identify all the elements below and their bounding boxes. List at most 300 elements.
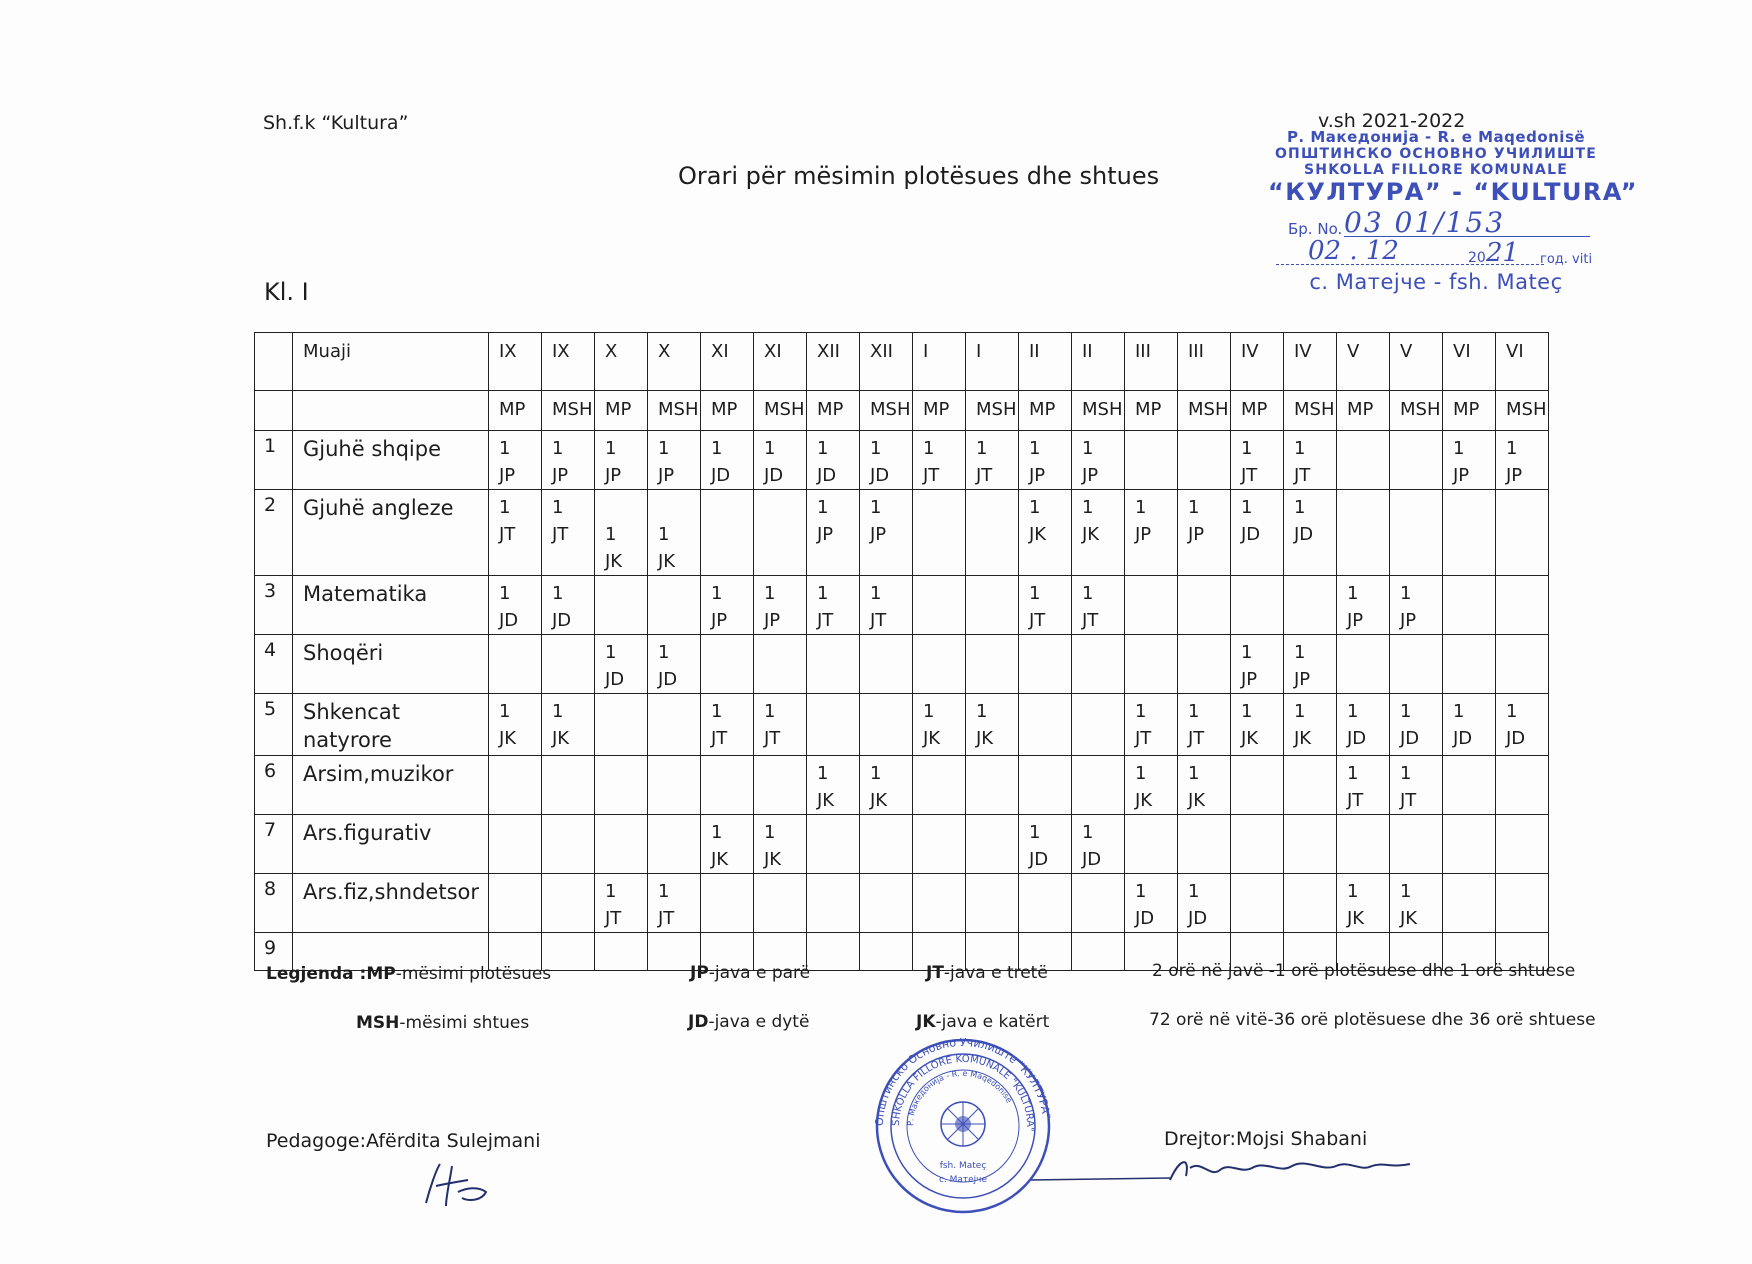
month-header: VI bbox=[1443, 333, 1496, 391]
schedule-cell bbox=[807, 933, 859, 937]
schedule-cell: 1 JP bbox=[1453, 438, 1470, 486]
schedule-cell-box bbox=[1072, 694, 1125, 756]
schedule-cell bbox=[1231, 815, 1283, 819]
schedule-cell bbox=[1337, 933, 1389, 937]
schedule-cell-box bbox=[966, 874, 1019, 933]
schedule-cell: 1 JK bbox=[499, 701, 517, 749]
schedule-cell-box bbox=[595, 490, 648, 576]
table-row bbox=[255, 756, 1549, 815]
subject-name: Shkencat natyrore bbox=[293, 694, 489, 756]
schedule-cell-box bbox=[1496, 694, 1549, 756]
schedule-cell-box bbox=[1231, 694, 1284, 756]
schedule-cell: 1 JP bbox=[1347, 583, 1364, 631]
stamp-date-suffix: год. viti bbox=[1540, 252, 1593, 267]
schedule-cell bbox=[1231, 756, 1283, 760]
schedule-cell bbox=[648, 756, 700, 760]
schedule-cell-box bbox=[489, 635, 542, 694]
schedule-cell: 1 JD bbox=[1294, 497, 1314, 545]
schedule-cell: 1 JT bbox=[817, 583, 834, 631]
schedule-cell: 1 JT bbox=[923, 438, 940, 486]
legend-jp bbox=[690, 963, 810, 983]
document-title: Orari për mësimin plotësues dhe shtues bbox=[678, 162, 1160, 190]
schedule-cell bbox=[648, 815, 700, 819]
schedule-cell-box bbox=[1072, 635, 1125, 694]
schedule-cell: 1 JP bbox=[1400, 583, 1417, 631]
schedule-cell bbox=[1178, 635, 1230, 639]
schedule-cell bbox=[542, 756, 594, 760]
type-header: MP bbox=[1231, 391, 1284, 431]
empty-header-cell bbox=[293, 391, 489, 431]
schedule-cell-box bbox=[542, 431, 595, 490]
schedule-cell-box bbox=[1496, 431, 1549, 490]
schedule-cell bbox=[1072, 694, 1124, 698]
schedule-cell bbox=[1019, 694, 1071, 698]
schedule-cell bbox=[701, 756, 753, 760]
schedule-cell-box bbox=[807, 933, 860, 971]
schedule-cell: 1 JT bbox=[976, 438, 993, 486]
schedule-cell: 1 JK bbox=[658, 524, 676, 572]
month-header: XI bbox=[701, 333, 754, 391]
stamp-date-prefix: 20 bbox=[1468, 250, 1486, 266]
stamp-date-day: 02 . 12 bbox=[1308, 236, 1399, 266]
schedule-cell-box bbox=[1178, 756, 1231, 815]
schedule-cell-box bbox=[913, 635, 966, 694]
schedule-cell-box bbox=[913, 756, 966, 815]
schedule-cell bbox=[1443, 933, 1495, 937]
type-header: MSH bbox=[1178, 391, 1231, 431]
schedule-cell bbox=[913, 756, 965, 760]
schedule-cell bbox=[966, 576, 1018, 580]
schedule-cell bbox=[1019, 756, 1071, 760]
type-header: MP bbox=[701, 391, 754, 431]
seal-ring3-text: Р. Македонија - R. e Maqedonisë bbox=[905, 1068, 1014, 1127]
month-header: III bbox=[1125, 333, 1178, 391]
month-header: XI bbox=[754, 333, 807, 391]
schedule-cell-box bbox=[1231, 431, 1284, 490]
subject-name: Ars.fiz,shndetsor bbox=[293, 874, 489, 933]
type-header: MSH bbox=[966, 391, 1019, 431]
type-header: MP bbox=[1337, 391, 1390, 431]
schedule-cell-box bbox=[1125, 694, 1178, 756]
schedule-cell bbox=[1072, 933, 1124, 937]
schedule-cell: 1 JP bbox=[1241, 642, 1258, 690]
schedule-cell-box bbox=[1019, 756, 1072, 815]
schedule-cell-box bbox=[913, 490, 966, 576]
schedule-cell-box bbox=[1337, 431, 1390, 490]
schedule-cell bbox=[595, 933, 647, 937]
schedule-cell bbox=[966, 874, 1018, 878]
legend-msh bbox=[356, 1013, 529, 1033]
month-header: X bbox=[595, 333, 648, 391]
type-header: MSH bbox=[1496, 391, 1549, 431]
schedule-cell bbox=[913, 815, 965, 819]
schedule-cell-box bbox=[1231, 815, 1284, 874]
school-year: v.sh 2021-2022 bbox=[1318, 110, 1466, 132]
schedule-cell-box bbox=[648, 694, 701, 756]
schedule-cell bbox=[860, 815, 912, 819]
schedule-cell bbox=[754, 756, 806, 760]
schedule-cell-box bbox=[1284, 815, 1337, 874]
schedule-cell-box bbox=[1337, 756, 1390, 815]
legend-jt-abbr: JT bbox=[926, 963, 944, 983]
schedule-table bbox=[254, 332, 1549, 971]
schedule-cell-box bbox=[1125, 490, 1178, 576]
schedule-cell-box bbox=[1072, 874, 1125, 933]
schedule-cell: 1 JK bbox=[1029, 497, 1047, 545]
schedule-cell-box bbox=[807, 431, 860, 490]
schedule-cell bbox=[542, 635, 594, 639]
schedule-cell bbox=[1072, 874, 1124, 878]
pedagogue-signature-label: Pedagoge:Afërdita Sulejmani bbox=[266, 1130, 541, 1152]
schedule-cell-box bbox=[1284, 874, 1337, 933]
schedule-cell-box bbox=[542, 756, 595, 815]
type-header: MP bbox=[595, 391, 648, 431]
schedule-cell-box bbox=[807, 815, 860, 874]
schedule-cell: 1 JT bbox=[870, 583, 887, 631]
type-header: MP bbox=[489, 391, 542, 431]
schedule-cell-box bbox=[860, 874, 913, 933]
schedule-cell-box bbox=[648, 431, 701, 490]
schedule-cell-box bbox=[1019, 576, 1072, 635]
schedule-cell: 1 JT bbox=[711, 701, 728, 749]
table-row bbox=[255, 576, 1549, 635]
schedule-cell bbox=[1337, 431, 1389, 435]
schedule-cell: 1 JT bbox=[605, 881, 622, 929]
schedule-cell bbox=[1019, 933, 1071, 937]
schedule-cell: 1 JD bbox=[658, 642, 678, 690]
schedule-cell-box bbox=[1284, 431, 1337, 490]
round-school-seal bbox=[868, 1036, 1058, 1216]
schedule-cell bbox=[595, 756, 647, 760]
table-row bbox=[255, 490, 1549, 576]
seal-outer-text: Општинско Основно Училиште "КУЛТУРА" bbox=[872, 1036, 1053, 1127]
legend-msh-abbr: MSH bbox=[356, 1013, 400, 1033]
schedule-cell bbox=[1443, 490, 1495, 494]
schedule-cell-box bbox=[1337, 635, 1390, 694]
row-number: 3 bbox=[255, 576, 293, 635]
schedule-cell: 1 JT bbox=[1082, 583, 1099, 631]
schedule-cell bbox=[542, 815, 594, 819]
schedule-cell bbox=[489, 635, 541, 639]
schedule-cell bbox=[1231, 874, 1283, 878]
schedule-cell-box bbox=[489, 874, 542, 933]
legend-jt-text: -java e tretë bbox=[943, 963, 1048, 983]
legend-mp bbox=[266, 964, 551, 984]
schedule-cell bbox=[860, 694, 912, 698]
schedule-cell-box bbox=[1178, 815, 1231, 874]
schedule-cell-box bbox=[1337, 490, 1390, 576]
schedule-cell-box bbox=[913, 815, 966, 874]
schedule-cell-box bbox=[860, 694, 913, 756]
schedule-cell-box bbox=[1125, 431, 1178, 490]
schedule-cell-box bbox=[913, 874, 966, 933]
stamp-school-mk: ОПШТИНСКО ОСНОВНО УЧИЛИШТЕ bbox=[1274, 146, 1598, 162]
schedule-cell bbox=[754, 635, 806, 639]
schedule-cell bbox=[595, 576, 647, 580]
stamp-date-row bbox=[1268, 236, 1604, 270]
schedule-cell-box bbox=[807, 635, 860, 694]
schedule-cell-box bbox=[1178, 576, 1231, 635]
schedule-cell-box bbox=[1390, 756, 1443, 815]
legend-mp-abbr: MP bbox=[366, 964, 396, 984]
schedule-cell-box bbox=[807, 576, 860, 635]
schedule-cell-box bbox=[754, 431, 807, 490]
schedule-cell-box bbox=[807, 694, 860, 756]
schedule-cell: 1 JP bbox=[1135, 497, 1152, 545]
schedule-cell-box bbox=[1072, 815, 1125, 874]
schedule-cell bbox=[1072, 756, 1124, 760]
schedule-cell-box bbox=[807, 490, 860, 576]
schedule-cell bbox=[860, 933, 912, 937]
schedule-cell-box bbox=[1231, 635, 1284, 694]
schedule-cell: 1 JT bbox=[1400, 763, 1417, 811]
schedule-cell-box bbox=[1125, 635, 1178, 694]
type-header: MSH bbox=[1284, 391, 1337, 431]
schedule-cell-box bbox=[489, 576, 542, 635]
schedule-cell: 1 JD bbox=[1453, 701, 1473, 749]
month-header: V bbox=[1337, 333, 1390, 391]
schedule-cell-box bbox=[1443, 756, 1496, 815]
schedule-cell-box bbox=[542, 635, 595, 694]
month-label: Muaji bbox=[293, 333, 489, 391]
month-header: I bbox=[966, 333, 1019, 391]
legend-jk-abbr: JK bbox=[916, 1012, 936, 1032]
schedule-cell-box bbox=[754, 874, 807, 933]
schedule-cell-box bbox=[1496, 635, 1549, 694]
schedule-cell-box bbox=[1496, 576, 1549, 635]
schedule-cell-box bbox=[701, 874, 754, 933]
month-header: X bbox=[648, 333, 701, 391]
schedule-cell-box bbox=[1019, 694, 1072, 756]
schedule-cell bbox=[648, 933, 700, 937]
schedule-cell: 1 JD bbox=[711, 438, 731, 486]
month-header: IX bbox=[542, 333, 595, 391]
schedule-cell-box bbox=[1284, 635, 1337, 694]
schedule-cell-box bbox=[1072, 490, 1125, 576]
schedule-cell-box bbox=[489, 490, 542, 576]
schedule-cell bbox=[701, 933, 753, 937]
schedule-cell-box bbox=[1390, 694, 1443, 756]
schedule-cell-box bbox=[542, 490, 595, 576]
schedule-cell: 1 JT bbox=[764, 701, 781, 749]
schedule-cell-box bbox=[1443, 874, 1496, 933]
month-header: IV bbox=[1231, 333, 1284, 391]
subject-name: Ars.figurativ bbox=[293, 815, 489, 874]
schedule-cell-box bbox=[1231, 756, 1284, 815]
schedule-cell-box bbox=[701, 635, 754, 694]
schedule-cell-box bbox=[966, 815, 1019, 874]
schedule-cell-box bbox=[648, 756, 701, 815]
schedule-cell-box bbox=[860, 431, 913, 490]
schedule-cell bbox=[1231, 576, 1283, 580]
schedule-cell: 1 JK bbox=[1188, 763, 1206, 811]
class-label: Kl. I bbox=[264, 278, 309, 306]
schedule-cell bbox=[701, 490, 753, 494]
schedule-cell-box bbox=[1390, 431, 1443, 490]
director-signature-label: Drejtor:Mojsi Shabani bbox=[1164, 1128, 1368, 1150]
director-signature bbox=[1030, 1148, 1420, 1188]
schedule-cell-box bbox=[1496, 874, 1549, 933]
schedule-cell-box bbox=[595, 635, 648, 694]
schedule-cell-box bbox=[966, 635, 1019, 694]
type-header: MSH bbox=[754, 391, 807, 431]
schedule-cell: 1 JP bbox=[1506, 438, 1523, 486]
schedule-cell: 1 JT bbox=[499, 497, 516, 545]
schedule-cell: 1 JK bbox=[923, 701, 941, 749]
schedule-cell-box bbox=[754, 756, 807, 815]
schedule-cell: 1 JP bbox=[1294, 642, 1311, 690]
schedule-cell-box bbox=[807, 874, 860, 933]
schedule-cell bbox=[1496, 933, 1548, 937]
schedule-cell bbox=[1178, 815, 1230, 819]
schedule-cell: 1 JP bbox=[605, 438, 622, 486]
schedule-cell bbox=[754, 490, 806, 494]
schedule-cell bbox=[1284, 933, 1336, 937]
table-row bbox=[255, 431, 1549, 490]
schedule-cell bbox=[913, 635, 965, 639]
month-header: II bbox=[1019, 333, 1072, 391]
legend-jd-text: -java e dytë bbox=[708, 1012, 810, 1032]
schedule-cell-box bbox=[595, 431, 648, 490]
schedule-cell: 1 JT bbox=[1241, 438, 1258, 486]
schedule-cell-box bbox=[1443, 490, 1496, 576]
schedule-cell-box bbox=[807, 756, 860, 815]
subject-name: Matematika bbox=[293, 576, 489, 635]
row-number: 9 bbox=[255, 933, 293, 971]
stamp-place: с. Матејче - fsh. Mateç bbox=[1309, 270, 1563, 294]
schedule-cell-box bbox=[1443, 576, 1496, 635]
schedule-cell: 1 JD bbox=[1029, 822, 1049, 870]
schedule-cell-box bbox=[1125, 874, 1178, 933]
schedule-cell: 1 JD bbox=[1082, 822, 1102, 870]
schedule-cell-box bbox=[595, 874, 648, 933]
legend-jd-abbr: JD bbox=[688, 1012, 709, 1032]
schedule-cell: 1 JP bbox=[1188, 497, 1205, 545]
schedule-cell-box bbox=[1178, 635, 1231, 694]
schedule-cell-box bbox=[1390, 576, 1443, 635]
schedule-cell-box bbox=[860, 815, 913, 874]
type-header: MSH bbox=[1390, 391, 1443, 431]
schedule-cell bbox=[489, 933, 541, 937]
schedule-cell bbox=[1178, 933, 1230, 937]
schedule-cell: 1 JT bbox=[552, 497, 569, 545]
schedule-cell-box bbox=[489, 756, 542, 815]
subject-name: Gjuhë shqipe bbox=[293, 431, 489, 490]
type-header: MSH bbox=[648, 391, 701, 431]
schedule-cell-box bbox=[1496, 490, 1549, 576]
type-header: MSH bbox=[542, 391, 595, 431]
month-header: IX bbox=[489, 333, 542, 391]
schedule-cell bbox=[1125, 431, 1177, 435]
legend-title: Legjenda : bbox=[266, 964, 367, 984]
schedule-cell-box bbox=[1496, 756, 1549, 815]
schedule-cell bbox=[966, 490, 1018, 494]
schedule-cell-box bbox=[1072, 431, 1125, 490]
schedule-cell bbox=[1390, 635, 1442, 639]
stamp-school-al: SHKOLLA FILLORE KOMUNALE bbox=[1304, 162, 1568, 178]
subject-name: Arsim,muzikor bbox=[293, 756, 489, 815]
legend-jt bbox=[926, 963, 1048, 983]
schedule-cell-box bbox=[1072, 756, 1125, 815]
schedule-cell bbox=[1284, 815, 1336, 819]
schedule-cell-box bbox=[1284, 694, 1337, 756]
schedule-cell-box bbox=[1019, 431, 1072, 490]
schedule-cell: 1 JT bbox=[1347, 763, 1364, 811]
schedule-cell bbox=[1072, 635, 1124, 639]
schedule-cell-box bbox=[701, 431, 754, 490]
schedule-cell-box bbox=[648, 490, 701, 576]
schedule-cell-box bbox=[754, 694, 807, 756]
schedule-cell-box bbox=[1019, 815, 1072, 874]
schedule-cell-box bbox=[966, 756, 1019, 815]
schedule-cell-box bbox=[595, 933, 648, 971]
type-header: MP bbox=[1125, 391, 1178, 431]
seal-bottom1: fsh. Mateç bbox=[939, 1161, 987, 1171]
schedule-cell: 1 JK bbox=[976, 701, 994, 749]
schedule-cell-box bbox=[1390, 635, 1443, 694]
schedule-cell-box bbox=[1390, 490, 1443, 576]
schedule-cell bbox=[1178, 576, 1230, 580]
schedule-cell bbox=[1496, 576, 1548, 580]
schedule-cell bbox=[1443, 576, 1495, 580]
stamp-country: Р. Македонија - R. e Maqedonisë bbox=[1286, 128, 1586, 146]
schedule-cell: 1 JD bbox=[1347, 701, 1367, 749]
schedule-cell-box bbox=[648, 635, 701, 694]
schedule-cell-box bbox=[701, 694, 754, 756]
schedule-cell bbox=[1496, 635, 1548, 639]
seal-inner-text: SHKOLLA FILLORE KOMUNALE "KULTURA" bbox=[890, 1053, 1036, 1132]
schedule-cell-box bbox=[1443, 635, 1496, 694]
type-header: MP bbox=[807, 391, 860, 431]
registry-stamp bbox=[1268, 128, 1639, 294]
schedule-cell bbox=[1496, 815, 1548, 819]
schedule-cell-box bbox=[1125, 815, 1178, 874]
schedule-cell: 1 JD bbox=[870, 438, 890, 486]
legend-yearly: 72 orë në vitë-36 orë plotësuese dhe 36 orë shtuese bbox=[1149, 1010, 1596, 1030]
schedule-cell bbox=[913, 490, 965, 494]
row-number: 8 bbox=[255, 874, 293, 933]
schedule-cell-box bbox=[913, 576, 966, 635]
schedule-cell: 1 JD bbox=[1188, 881, 1208, 929]
schedule-cell: 1 JK bbox=[1135, 763, 1153, 811]
schedule-cell bbox=[1125, 933, 1177, 937]
schedule-cell bbox=[966, 756, 1018, 760]
schedule-cell: 1 JT bbox=[1029, 583, 1046, 631]
schedule-cell-box bbox=[648, 815, 701, 874]
schedule-cell: 1 JT bbox=[658, 881, 675, 929]
type-header-row bbox=[255, 391, 1549, 431]
schedule-cell bbox=[966, 635, 1018, 639]
schedule-cell-box bbox=[489, 431, 542, 490]
stamp-school-name: “КУЛТУРА” - “KULTURA” bbox=[1268, 178, 1639, 206]
schedule-cell-box bbox=[754, 576, 807, 635]
schedule-cell bbox=[1443, 635, 1495, 639]
corner-cell bbox=[255, 333, 293, 391]
schedule-cell bbox=[860, 635, 912, 639]
schedule-cell bbox=[1284, 756, 1336, 760]
schedule-cell bbox=[754, 874, 806, 878]
schedule-cell bbox=[1443, 756, 1495, 760]
schedule-cell-box bbox=[754, 635, 807, 694]
schedule-cell bbox=[913, 874, 965, 878]
schedule-cell-box bbox=[1072, 576, 1125, 635]
schedule-cell bbox=[1019, 635, 1071, 639]
schedule-cell bbox=[701, 874, 753, 878]
schedule-cell-box bbox=[1337, 576, 1390, 635]
schedule-cell bbox=[1178, 431, 1230, 435]
schedule-cell bbox=[1443, 815, 1495, 819]
schedule-cell-box bbox=[595, 756, 648, 815]
